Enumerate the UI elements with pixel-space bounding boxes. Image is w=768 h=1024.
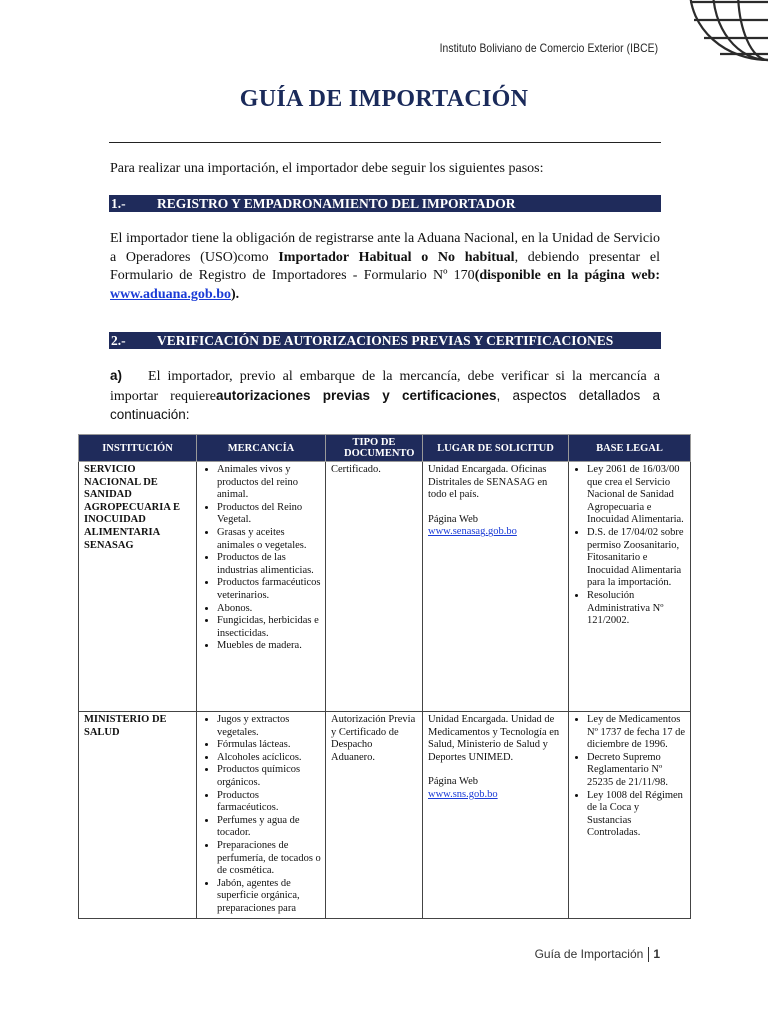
list-item: • Jugos y extractos vegetales. — [217, 714, 321, 739]
place-text: Unidad Encargada. Oficinas Distritales de SENASAG en todo el país. — [428, 464, 548, 501]
table-header-row — [79, 435, 691, 462]
bold-text: autorizaciones previas y certificaciones — [216, 387, 497, 403]
bold-text: Importador Habitual o No habitual — [278, 249, 515, 265]
place-cell — [423, 712, 569, 919]
intro-text: Para realizar una importación, el importador debe seguir los siguientes pasos: — [110, 161, 544, 176]
header-legal: BASE LEGAL — [569, 435, 691, 462]
section-2-heading — [109, 332, 661, 349]
goods-cell — [197, 712, 326, 919]
list-item: • Ley de Medicamentos Nº 1737 de fecha 17 de diciembre de 1996. — [587, 714, 686, 752]
senasag-link[interactable]: www.senasag.gob.bo — [428, 526, 517, 538]
header-goods: MERCANCÍA — [197, 435, 326, 462]
place-cell — [423, 462, 569, 712]
table-row — [79, 712, 691, 919]
list-item: • Productos farmacéuticos. — [217, 790, 321, 815]
institution-cell: MINISTERIO DE SALUD — [79, 712, 197, 919]
list-item: • Jabón, agentes de superficie orgánica, preparaciones para — [217, 878, 321, 916]
text-span: El importador tiene la obligación de registrarse ante la Aduana Nacional, en la Unidad de Servicio a Operadores (USO)como — [110, 231, 660, 265]
place-text: Unidad Encargada. Unidad de Medicamentos y Tecnología en Salud, Ministerio de Salud y Deportes UNIMED. — [428, 714, 560, 763]
web-label: Página Web — [428, 776, 478, 788]
table-row — [79, 462, 691, 712]
list-item: • Preparaciones de perfumería, de tocados o de cosmética. — [217, 840, 321, 878]
institute-name: Instituto Boliviano de Comercio Exterior (IBCE) — [439, 41, 658, 55]
header-place: LUGAR DE SOLICITUD — [423, 435, 569, 462]
list-item: • Productos del Reino Vegetal. — [217, 502, 321, 527]
bold-text: (disponible en la página web: — [474, 268, 660, 283]
list-item: • Grasas y aceites animales o vegetales. — [217, 527, 321, 552]
header-text: TIPO DE DOCUMENTO — [344, 437, 415, 459]
title-divider — [109, 142, 661, 143]
section-2-number: 2.- — [111, 333, 126, 348]
globe-logo-icon — [668, 0, 768, 66]
list-item: • Alcoholes acíclicos. — [217, 752, 321, 765]
list-item: • Fungicidas, herbicidas e insecticidas. — [217, 615, 321, 640]
institution-cell: SERVICIO NACIONAL DE SANIDAD AGROPECUARIA E INOCUIDAD ALIMENTARIA SENASAG — [79, 462, 197, 712]
list-item: • Ley 2061 de 16/03/00 que crea el Servicio Nacional de Sanidad Agropecuaria e Inocuidad Alimentaria. — [587, 464, 686, 527]
list-item: • Productos de las industrias alimenticias. — [217, 552, 321, 577]
footer-separator — [648, 947, 649, 962]
list-item: • Animales vivos y productos del reino animal. — [217, 464, 321, 502]
header-doc-type — [326, 435, 423, 462]
item-label: a) — [110, 368, 123, 383]
doc-type-cell: Certificado. — [326, 462, 423, 712]
page-footer — [535, 947, 660, 962]
list-item: • Decreto Supremo Reglamentario Nº 25235 de 21/11/98. — [587, 752, 686, 790]
text-span: , debiendo presentar el Formulario de Registro de Importadores - Formulario Nº 170 — [110, 249, 660, 283]
list-item: • Fórmulas lácteas. — [217, 739, 321, 752]
list-item: • Ley 1008 del Régimen de la Coca y Sustancias Controladas. — [587, 790, 686, 840]
list-item: • Productos químicos orgánicos. — [217, 764, 321, 789]
section-1-paragraph — [110, 230, 660, 304]
section-2-paragraph — [110, 367, 660, 426]
text-span: El importador, previo al embarque de la mercancía, debe verificar si la mercancía a importar requiere — [110, 369, 660, 404]
section-1-heading — [109, 195, 661, 212]
doc-type-cell: Autorización Previa y Certificado de Despacho Aduanero. — [326, 712, 423, 919]
authorizations-table — [78, 434, 691, 919]
legal-cell — [569, 712, 691, 919]
aduana-link[interactable]: www.aduana.gob.bo — [110, 286, 231, 302]
list-item: • Resolución Administrativa Nº 121/2002. — [587, 590, 686, 628]
list-item: • Perfumes y agua de tocador. — [217, 815, 321, 840]
list-item: • D.S. de 17/04/02 sobre permiso Zoosanitario, Fitosanitario e Inocuidad Alimentaria para la importación. — [587, 527, 686, 590]
legal-cell — [569, 462, 691, 712]
goods-cell — [197, 462, 326, 712]
footer-label: Guía de Importación — [534, 947, 644, 961]
section-2-title: VERIFICACIÓN DE AUTORIZACIONES PREVIAS Y CERTIFICACIONES — [157, 333, 614, 348]
list-item: • Abonos. — [217, 603, 321, 616]
web-label: Página Web — [428, 513, 478, 525]
list-item: • Productos farmacéuticos veterinarios. — [217, 577, 321, 602]
section-1-title: REGISTRO Y EMPADRONAMIENTO DEL IMPORTADOR — [157, 196, 516, 211]
sns-link[interactable]: www.sns.gob.bo — [428, 788, 498, 800]
page-title: GUÍA DE IMPORTACIÓN — [239, 86, 529, 112]
text-span: , aspectos detallados a continuación: — [110, 387, 661, 422]
list-item: • Muebles de madera. — [217, 640, 321, 653]
section-1-number: 1.- — [111, 196, 126, 211]
bold-text: ). — [231, 286, 240, 302]
header-institution: INSTITUCIÓN — [79, 435, 197, 462]
page-number: 1 — [653, 947, 660, 961]
